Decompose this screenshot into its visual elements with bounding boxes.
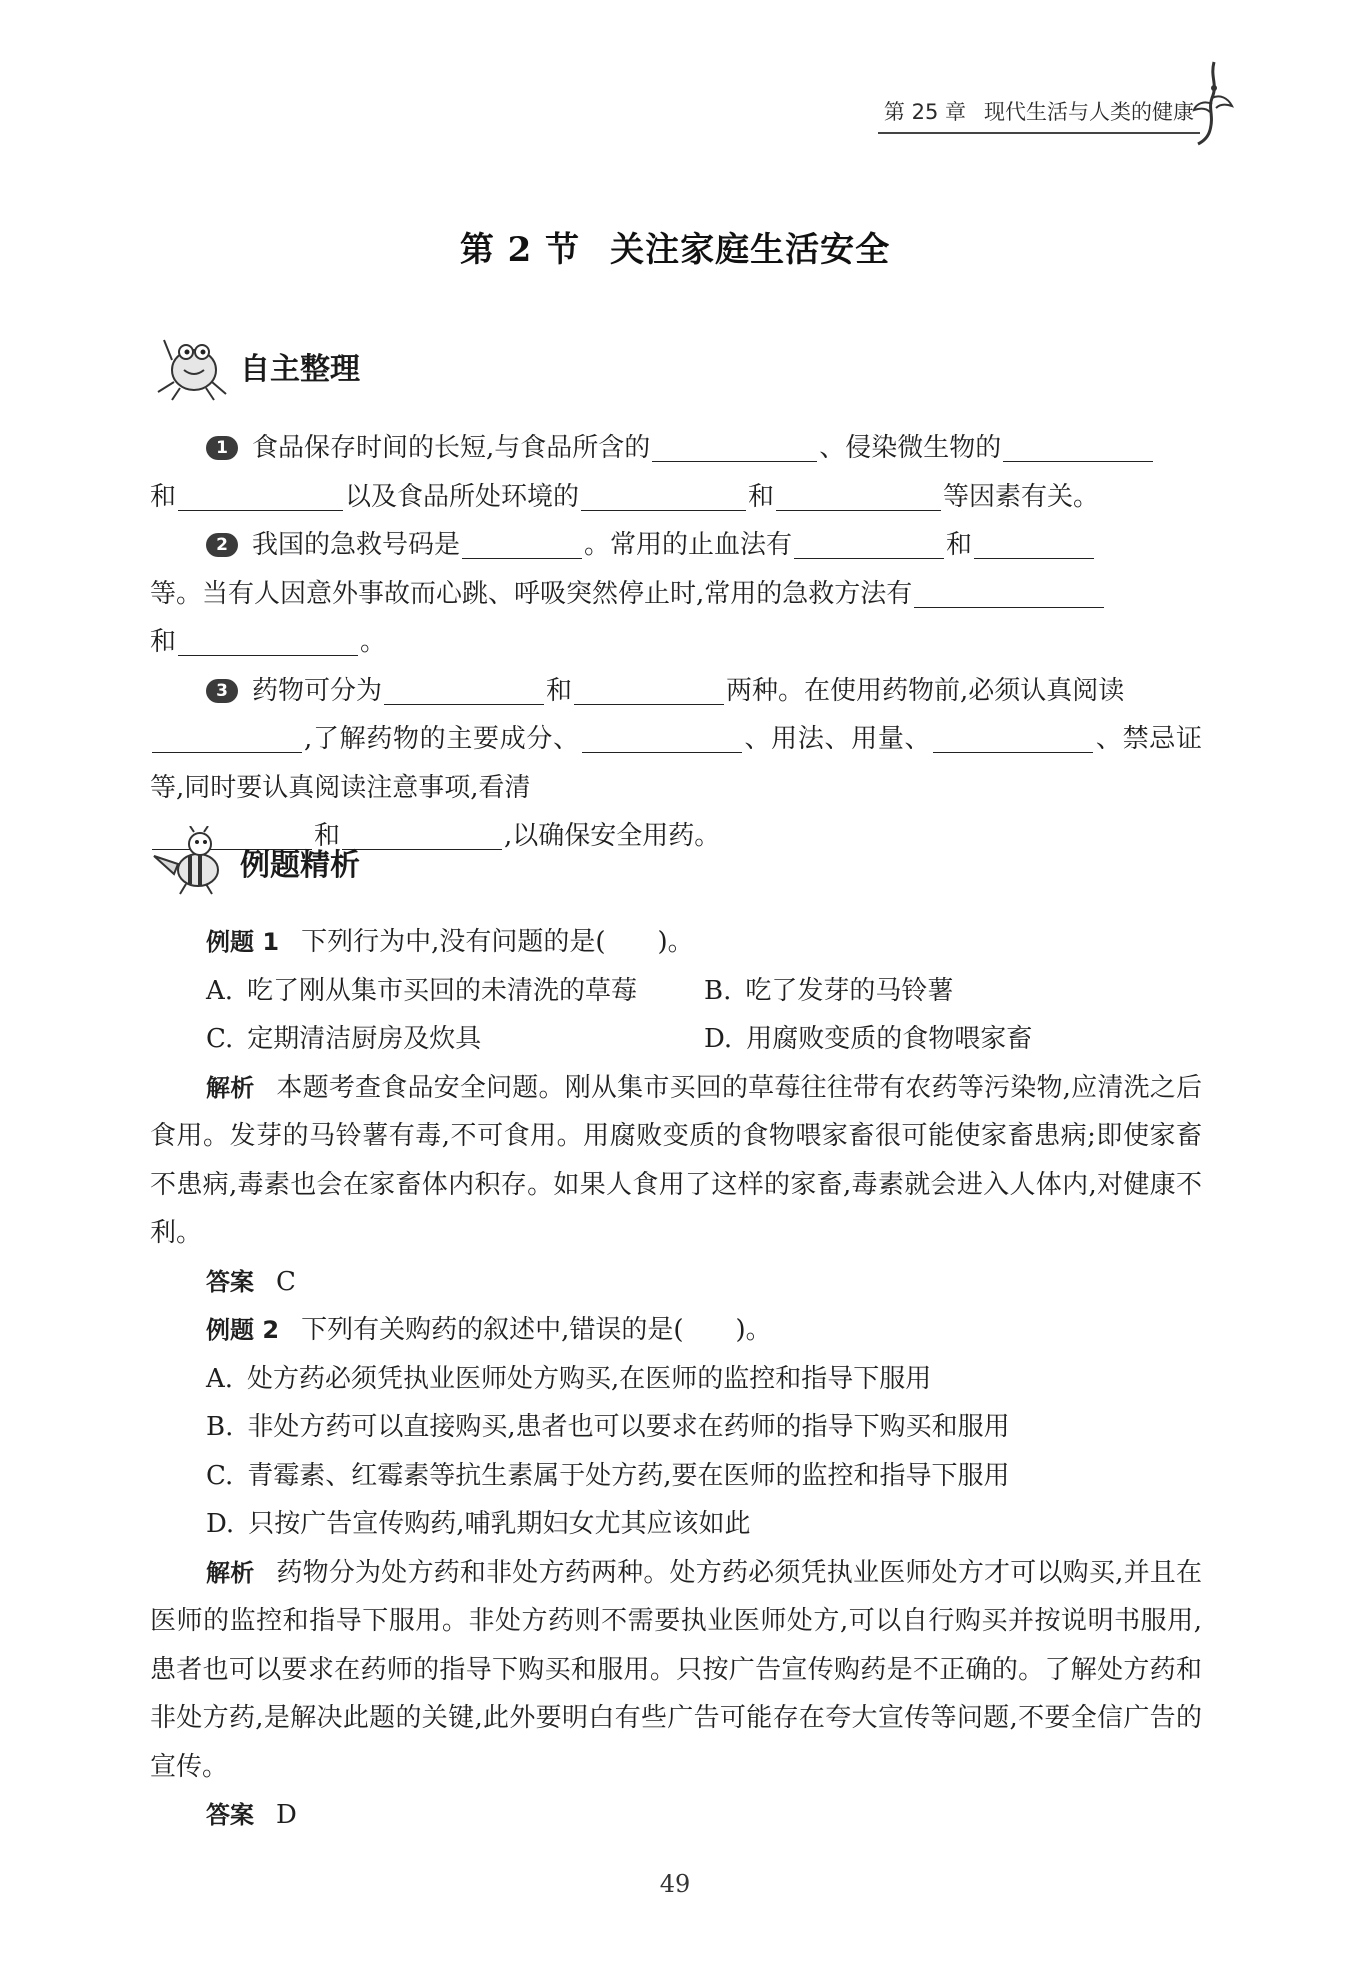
analysis-label: 解析: [206, 1558, 255, 1587]
fill-item-1: 1 食品保存时间的长短,与食品所含的 、侵染微生物的: [150, 424, 1202, 473]
fill-item-3: 3 药物可分为 和 两种。在使用药物前,必须认真阅读: [150, 667, 1202, 716]
examples-content: [150, 918, 1202, 1840]
answer-blank[interactable]: [342, 821, 502, 850]
example-2-answer: [150, 1791, 1202, 1840]
option-d[interactable]: D. 用腐败变质的食物喂家畜: [704, 1024, 1033, 1054]
examples-title: 例题精析: [240, 848, 360, 883]
option-a[interactable]: A. 处方药必须凭执业医师处方购买,在医师的监控和指导下服用: [206, 1363, 932, 1394]
example-2-analysis: 解析 药物分为处方药和非处方药两种。处方药必须凭执业医师处方才可以购买,并且在医师的监控和指导下服用。非处方药则不需要执业医师处方,可以自行购买并按说明书服用,患者也可以要求在药师的指导下购买和服用。只按广告宣传购药是不正确的。了解处方药和非处方药,是解决此题的关键,此外要明白有些广告可能存在夸大宣传等问题,不要全信广告的宣传。: [150, 1557, 1202, 1782]
option-c[interactable]: C. 定期清洁厨房及炊具: [206, 1024, 482, 1054]
example-1-question: 例题 1 下列行为中,没有问题的是( )。: [206, 927, 694, 957]
answer-blank[interactable]: [652, 433, 817, 462]
section-title: [0, 222, 1350, 271]
answer-blank[interactable]: [384, 676, 544, 705]
answer-blank[interactable]: [152, 724, 302, 753]
item-badge: 2: [206, 533, 238, 557]
fill-item-2-cont: 等。当有人因意外事故而心跳、呼吸突然停止时,常用的急救方法有: [150, 570, 1202, 619]
answer-blank[interactable]: [178, 482, 343, 511]
answer-value: D: [276, 1800, 297, 1830]
answer-blank[interactable]: [974, 530, 1094, 559]
fill-item-2: 2 我国的急救号码是 。常用的止血法有 和: [150, 521, 1202, 570]
example-1-options-row1: [150, 967, 1202, 1016]
answer-blank[interactable]: [462, 530, 582, 559]
page-number: 49: [659, 1870, 691, 1898]
section-name: 关注家庭生活安全: [610, 230, 891, 270]
option-b[interactable]: B. 吃了发芽的马铃薯: [704, 975, 954, 1006]
item-badge: 3: [206, 679, 238, 703]
examples-heading: [150, 826, 360, 898]
fill-item-1-cont: 和 以及食品所处环境的 和 等因素有关。: [150, 481, 1100, 512]
answer-label: 答案: [206, 1267, 254, 1296]
self-study-heading: [150, 330, 360, 402]
chapter-number: 第 25 章: [883, 100, 966, 124]
option-a[interactable]: A. 吃了刚从集市买回的未清洗的草莓: [206, 975, 638, 1006]
answer-value: C: [276, 1266, 296, 1297]
example-label: 例题 2: [206, 1316, 280, 1344]
example-1-options-row2: [150, 1015, 1202, 1064]
self-study-content: [150, 424, 1202, 861]
answer-blank[interactable]: [581, 482, 746, 511]
answer-blank[interactable]: [933, 724, 1093, 753]
ornament-icon: [1188, 58, 1238, 148]
answer-label: 答案: [206, 1801, 254, 1829]
answer-blank[interactable]: [914, 579, 1104, 608]
chapter-title: 现代生活与人类的健康: [984, 100, 1194, 124]
option-c[interactable]: C. 青霉素、红霉素等抗生素属于处方药,要在医师的监控和指导下服用: [206, 1460, 1010, 1491]
fill-item-3-cont2: 和 ,以确保安全用药。: [150, 812, 1202, 861]
self-study-title: 自主整理: [240, 352, 360, 387]
running-header: [878, 96, 1200, 134]
example-label: 例题 1: [206, 928, 280, 956]
analysis-label: 解析: [206, 1073, 255, 1102]
answer-blank[interactable]: [1003, 433, 1153, 462]
fill-item-3-cont: ,了解药物的主要成分、 、用法、用量、 、禁忌证等,同时要认真阅读注意事项,看清: [150, 724, 1202, 803]
item-badge: 1: [206, 436, 238, 460]
example-1-analysis: 解析 本题考查食品安全问题。刚从集市买回的草莓往往带有农药等污染物,应清洗之后食用。发芽的马铃薯有毒,不可食用。用腐败变质的食物喂家畜很可能使家畜患病;即使家畜不患病,毒素也会在家畜体内积存。如果人食用了这样的家畜,毒素就会进入人体内,对健康不利。: [150, 1072, 1202, 1248]
bee-mascot-icon: [150, 826, 232, 898]
answer-blank[interactable]: [776, 482, 941, 511]
option-d[interactable]: D. 只按广告宣传购药,哺乳期妇女尤其应该如此: [206, 1509, 751, 1539]
frog-mascot-icon: [150, 330, 232, 402]
answer-blank[interactable]: [178, 627, 358, 656]
answer-blank[interactable]: [582, 724, 742, 753]
answer-blank[interactable]: [574, 676, 724, 705]
option-b[interactable]: B. 非处方药可以直接购买,患者也可以要求在药师的指导下购买和服用: [206, 1412, 1010, 1442]
answer-blank[interactable]: [794, 530, 944, 559]
section-number: 第 2 节: [459, 230, 581, 270]
example-1-answer: [150, 1258, 1202, 1307]
example-2-question: 例题 2 下列有关购药的叙述中,错误的是( )。: [206, 1315, 772, 1345]
fill-item-2-cont2: 和 。: [150, 627, 387, 657]
